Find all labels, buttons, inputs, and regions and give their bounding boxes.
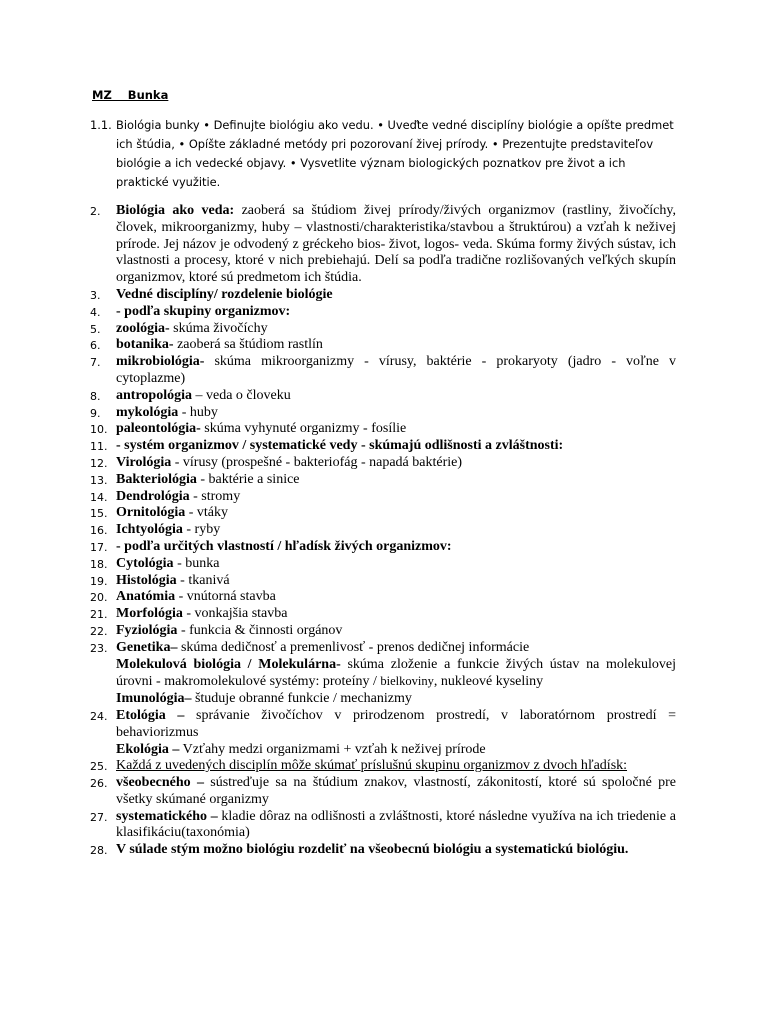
- list-item: [0, 522, 676, 539]
- item-term: antropológia: [116, 387, 192, 403]
- item-term: Etológia –: [116, 707, 185, 723]
- list-item: [0, 421, 676, 438]
- list-item: [0, 640, 676, 708]
- item-number: 4.: [90, 305, 101, 319]
- genetics-line: [116, 640, 676, 657]
- item-text: - vnútorná stavba: [175, 589, 276, 605]
- list-item: [0, 287, 676, 304]
- item-text: - vtáky: [185, 505, 228, 521]
- item-term: mikrobiológia-: [116, 354, 205, 370]
- item-number: 22.: [90, 624, 108, 638]
- list-item: [0, 556, 676, 573]
- item-text: - baktérie a sinice: [196, 471, 300, 487]
- item-number: 28.: [90, 844, 108, 858]
- item-number: 13.: [90, 473, 108, 487]
- item-number: 16.: [90, 524, 108, 538]
- item-term: Anatómia: [116, 589, 176, 605]
- item-number: 20.: [90, 591, 108, 605]
- item-number: 10.: [90, 423, 108, 437]
- item-text: - tkanivá: [176, 572, 230, 588]
- item-term: Molekulová biológia / Molekulárna-: [116, 656, 341, 672]
- list-item: [0, 606, 676, 623]
- item-number: 15.: [90, 507, 108, 521]
- list-item: [0, 809, 676, 843]
- list-item: [0, 573, 676, 590]
- item-number: 21.: [90, 608, 108, 622]
- item-text: Vzťahy medzi organizmami + vzťah k neživej prírode: [179, 741, 486, 757]
- item-text: - huby: [178, 404, 218, 420]
- item-number: 7.: [90, 356, 101, 370]
- item-number: 25.: [90, 760, 108, 774]
- item-term: Fyziológia: [116, 622, 178, 638]
- item-heading: - systém organizmov / systematické vedy - skúmajú odlišnosti a zvláštnosti:: [116, 438, 564, 454]
- item-number: 11.: [90, 440, 108, 454]
- list-item: [0, 354, 676, 388]
- item-term: paleontológia-: [116, 421, 201, 437]
- item-number: 18.: [90, 557, 108, 571]
- numbered-list: [0, 203, 768, 859]
- item-number: 19.: [90, 574, 108, 588]
- item-term: Histológia: [116, 572, 177, 588]
- list-item: [0, 775, 676, 809]
- intro-item: [90, 116, 680, 192]
- list-item: [0, 623, 676, 640]
- intro-number: 1.1.: [90, 118, 112, 132]
- list-item: [0, 842, 676, 859]
- item-text: skúma mikroorganizmy - vírusy, baktérie - prokaryoty (jadro - voľne v cytoplazme): [116, 354, 676, 386]
- item-text: - funkcia & činnosti orgánov: [177, 622, 343, 638]
- item-text: - vonkajšia stavba: [182, 606, 288, 622]
- item-term: Imunológia–: [116, 691, 192, 707]
- item-text: - bunka: [173, 555, 220, 571]
- item-text-small: bielkoviny: [380, 674, 434, 689]
- document-title: MZ Bunka: [92, 88, 169, 102]
- item-number: 3.: [90, 288, 101, 302]
- item-number: 12.: [90, 456, 108, 470]
- item-text: , nukleové kyseliny: [433, 674, 544, 690]
- list-item: [0, 455, 676, 472]
- list-item: [0, 337, 676, 354]
- list-item: [0, 489, 676, 506]
- item-text: skúma vyhynuté organizmy - fosílie: [200, 421, 407, 437]
- item-text: skúma zloženie a funkcie živých ústav na molekulovej úrovni - makromolekulové systémy: proteíny /: [116, 656, 676, 690]
- item-text: sústreďuje sa na štúdium znakov, vlastností, zákonitostí, ktoré sú spoločné pre všetky skúmané organizmy: [116, 775, 676, 807]
- item-number: 8.: [90, 389, 101, 403]
- immunology-line: [116, 691, 676, 708]
- molecular-biology-line: [116, 657, 676, 692]
- list-item: [0, 304, 676, 321]
- item-term: Ichtyológia: [116, 522, 183, 538]
- list-item: [0, 539, 676, 556]
- list-item: [0, 758, 676, 775]
- item-number: 6.: [90, 339, 101, 353]
- list-item: [0, 708, 676, 758]
- item-number: 24.: [90, 709, 108, 723]
- item-text: – veda o človeku: [191, 387, 291, 403]
- item-text: skúma živočíchy: [169, 320, 268, 336]
- item-term: všeobecného –: [116, 775, 204, 791]
- intro-text: Biológia bunky • Definujte biológiu ako vedu. • Uveďte vedné disciplíny biológie a opíšte predmet ich štúdia, • Opíšte základné metódy pri pozorovaní živej prírody. • Prezentujte predstaviteľov biológie a ich vedecké objavy. • Vysvetlite význam biologických poznatkov pre život a ich praktické využitie.: [116, 118, 674, 189]
- item-term: Dendrológia: [116, 488, 190, 504]
- list-item: [0, 203, 676, 287]
- item-term: mykológia: [116, 404, 179, 420]
- item-term: Genetika–: [116, 639, 178, 655]
- list-item: [0, 405, 676, 422]
- item-number: 14.: [90, 490, 108, 504]
- item-number: 26.: [90, 777, 108, 791]
- item-text: - ryby: [182, 522, 221, 538]
- list-item: [0, 438, 676, 455]
- ethology-line: [116, 708, 676, 742]
- item-text: zaoberá sa štúdiom rastlín: [173, 337, 323, 353]
- item-term: Ekológia –: [116, 741, 180, 757]
- list-item: [0, 589, 676, 606]
- item-text: - stromy: [189, 488, 241, 504]
- item-number: 5.: [90, 322, 101, 336]
- item-term: Cytológia: [116, 555, 174, 571]
- item-text: správanie živočíchov v prirodzenom prostredí, v laboratórnom prostredí = behaviorizmus: [116, 707, 676, 740]
- item-term: Biológia ako veda:: [116, 203, 235, 218]
- item-heading: - podľa určitých vlastností / hľadísk živých organizmov:: [116, 538, 452, 554]
- item-heading: - podľa skupiny organizmov:: [116, 303, 291, 319]
- item-number: 23.: [90, 641, 108, 655]
- ecology-line: [116, 742, 676, 759]
- item-text: - vírusy (prospešné - bakteriofág - napadá baktérie): [171, 454, 463, 470]
- item-term: Morfológia: [116, 606, 183, 622]
- item-text: študuje obranné funkcie / mechanizmy: [191, 691, 412, 707]
- item-term: zoológia-: [116, 320, 170, 336]
- item-term: botanika-: [116, 337, 174, 353]
- item-text: skúma dedičnosť a premenlivosť - prenos dedičnej informácie: [177, 639, 530, 655]
- item-number: 9.: [90, 406, 101, 420]
- list-item: [0, 505, 676, 522]
- item-term: Virológia: [116, 454, 172, 470]
- item-heading: Vedné disciplíny/ rozdelenie biológie: [116, 286, 333, 302]
- item-text: kladie dôraz na odlišnosti a zvláštnosti, ktoré následne využíva na ich triedenie a klasifikáciu(taxonómia): [116, 808, 676, 841]
- item-heading: V súlade stým možno biológiu rozdeliť na všeobecnú biológiu a systematickú biológiu.: [116, 842, 629, 858]
- list-item: [0, 472, 676, 489]
- list-item: [0, 388, 676, 405]
- item-number: 27.: [90, 810, 108, 824]
- item-term: systematického –: [116, 808, 218, 824]
- item-term: Bakteriológia: [116, 471, 197, 487]
- list-item: [0, 321, 676, 338]
- item-text: zaoberá sa štúdiom živej prírody/živých organizmov (rastliny, živočíchy, človek, mikroorganizmy, huby – vlastnosti/charakteristika/stavbou a štruktúrou) a vzťah k neživej prírode. Jej názov je odvodený z gréckeho bios- život, logos- veda. Skúma formy živých sústav, ich vlastnosti a procesy, ktoré v nich prebiehajú. Delí sa podľa tradične rozlišovaných veľkých skupín organizmov, ktoré sú predmetom ich štúdia.: [116, 203, 676, 286]
- item-text: Každá z uvedených disciplín môže skúmať príslušnú skupinu organizmov z dvoch hľadísk:: [116, 758, 628, 774]
- item-term: Ornitológia: [116, 505, 186, 521]
- item-number: 2.: [90, 205, 101, 218]
- item-number: 17.: [90, 540, 108, 554]
